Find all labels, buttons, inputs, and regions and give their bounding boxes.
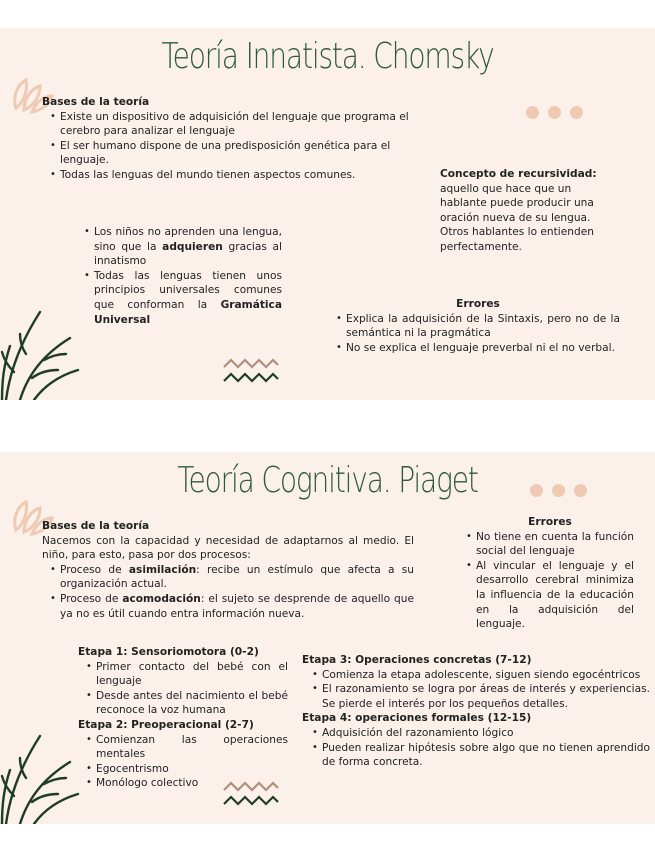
etapa4-heading: Etapa 4: operaciones formales (12-15) <box>302 712 532 725</box>
etapa2-item: • Comienzan las operaciones mentales <box>86 733 288 762</box>
bases-item: • El ser humano dispone de una predisposición genética para el lenguaje. <box>50 139 414 168</box>
page-title: Teoría Cognitiva. Piaget <box>177 460 478 501</box>
etapa3-heading: Etapa 3: Operaciones concretas (7-12) <box>302 654 532 666</box>
zigzag-icon <box>222 357 280 387</box>
item-text: Todas las lenguas tienen unos principios universales comunes que conforman la <box>94 269 282 311</box>
etapa1-item: • Primer contacto del bebé con el lenguaje <box>86 660 288 689</box>
innatismo-section <box>84 225 282 327</box>
slide-chomsky <box>0 28 655 400</box>
etapa3-item: • Comienza la etapa adolescente, siguen siendo egocéntricos <box>312 668 650 683</box>
item-bold: asimilación <box>128 563 197 576</box>
etapas-left-section <box>78 645 288 791</box>
errores-item: • No tiene en cuenta la función social del lenguaje <box>466 530 634 559</box>
item-text: : recibe un estímulo que afecta a su organización actual. <box>60 563 414 591</box>
etapa2-heading: Etapa 2: Preoperacional (2-7) <box>78 718 254 731</box>
item-text: gracias al innatismo <box>94 240 282 268</box>
etapa1-item: • Desde antes del nacimiento el bebé reconoce la voz humana <box>86 689 288 718</box>
innatismo-item <box>84 225 282 269</box>
bases-heading: Bases de la teoría <box>42 96 150 108</box>
errores-item: • No se explica el lenguaje preverbal ni el no verbal. <box>336 341 620 356</box>
errores-heading: Errores <box>456 298 500 310</box>
bases-section <box>42 95 414 183</box>
errores-heading: Errores <box>528 516 572 528</box>
errores-section <box>336 297 620 355</box>
item-bold: adquieren <box>162 240 223 253</box>
leaf-branch-icon <box>0 290 80 400</box>
dots-icon <box>530 484 587 497</box>
bases-heading: Bases de la teoría <box>42 520 150 532</box>
bases-item: • Existe un dispositivo de adquisición del lenguaje que programa el cerebro para analizar el lenguaje <box>50 110 414 139</box>
etapa4-item: • Pueden realizar hipótesis sobre algo que no tienen aprendido de forma concreta. <box>312 741 650 770</box>
etapa3-item: • El razonamiento se logra por áreas de interés y experiencias. Se pierde el interés por los pequeños detalles. <box>312 682 650 711</box>
item-bold: Gramática Universal <box>94 298 282 326</box>
slide-piaget <box>0 452 655 824</box>
item-text: Proceso de <box>60 563 129 576</box>
item-text: Los niños no aprenden una lengua, sino que la <box>94 226 282 253</box>
etapa1-heading: Etapa 1: Sensoriomotora (0-2) <box>78 646 259 658</box>
leaf-branch-icon <box>0 714 80 824</box>
etapa2-item: • Egocentrismo <box>86 762 288 777</box>
item-text: : el sujeto se desprende de aquello que ya no es útil cuando entra información nueva. <box>60 592 414 620</box>
recursividad-text: aquello que hace que un hablante puede producir una oración nueva de su lengua. Otros hablantes lo entienden perfectamente. <box>440 182 594 253</box>
etapa2-item: • Monólogo colectivo <box>86 776 288 791</box>
zigzag-icon <box>222 780 280 810</box>
recursividad-section <box>440 167 610 255</box>
proceso-item <box>50 592 414 621</box>
bases-intro: Nacemos con la capacidad y necesidad de adaptarnos al medio. El niño, para esto, pasa por dos procesos: <box>42 534 414 562</box>
errores-item: • Al vincular el lenguaje y el desarrollo cerebral minimiza la influencia de la educación en la adquisición del lenguaje. <box>466 559 634 632</box>
recursividad-heading: Concepto de recursividad: <box>440 168 597 180</box>
item-text: Proceso de <box>60 592 123 605</box>
bases-section <box>42 519 414 621</box>
errores-item: • Explica la adquisición de la Sintaxis, pero no de la semántica ni la pragmática <box>336 312 620 341</box>
dots-icon <box>526 106 583 119</box>
bases-item: • Todas las lenguas del mundo tienen aspectos comunes. <box>50 168 414 183</box>
errores-section <box>466 515 634 632</box>
etapa4-item: • Adquisición del razonamiento lógico <box>312 726 650 741</box>
item-bold: acomodación <box>122 592 201 605</box>
innatismo-item <box>84 269 282 327</box>
proceso-item <box>50 563 414 592</box>
page-title: Teoría Innatista. Chomsky <box>161 36 494 77</box>
etapas-right-section <box>302 653 650 770</box>
